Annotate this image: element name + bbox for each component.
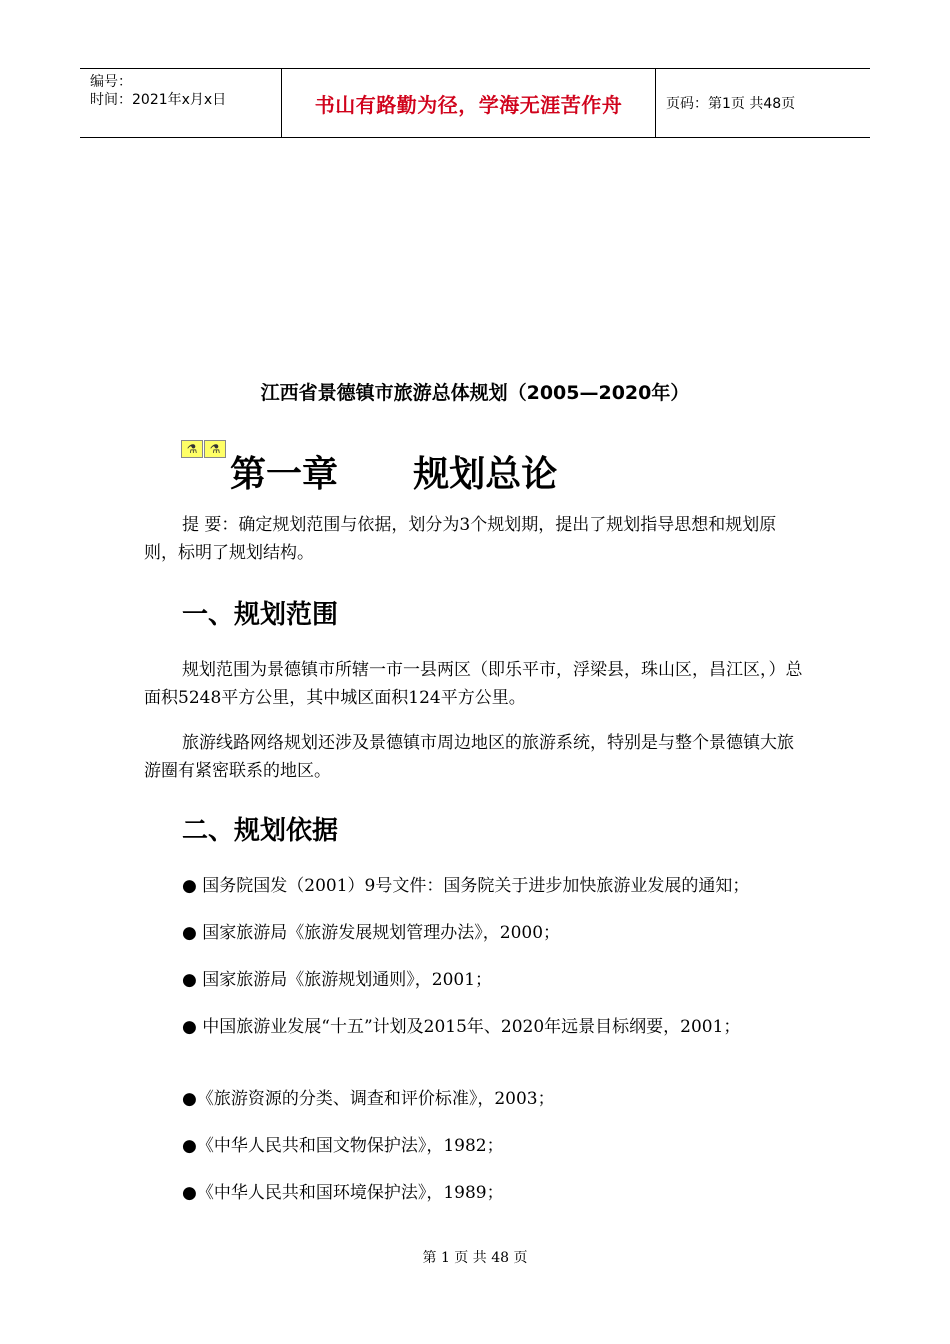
header-page-info: 页码：第1页 共48页 [666,96,796,112]
list-item-text: 《中华人民共和国环境保护法》，1989； [196,1183,504,1203]
section-heading-scope: 一、规划范围 [182,600,339,630]
time-label: 时间：2021年x月x日 [90,92,227,108]
page-header [80,68,870,138]
section-heading-basis: 二、规划依据 [182,816,339,846]
header-motto-cell [281,69,656,137]
list-item-text: 《中华人民共和国文物保护法》，1982； [196,1136,504,1156]
list-item-text: 国家旅游局《旅游发展规划管理办法》，2000； [202,923,561,943]
list-item: ● 中国旅游业发展“十五”计划及2015年、2020年远景目标纲要，2001； [182,1017,741,1037]
document-title: 江西省景德镇市旅游总体规划（2005—2020年） [260,382,690,404]
header-meta [80,69,281,137]
list-item: ●《旅游资源的分类、调查和评价标准》，2003； [182,1089,555,1109]
list-item: ● 国家旅游局《旅游规划通则》，2001； [182,970,493,990]
scope-paragraph-2: 旅游线路网络规划还涉及景德镇市周边地区的旅游系统，特别是与整个景德镇大旅游圈有紧密联系的地区。 [144,733,794,781]
list-item-text: 国家旅游局《旅游规划通则》，2001； [202,970,493,990]
list-item-text: 中国旅游业发展“十五”计划及2015年、2020年远景目标纲要，2001； [202,1017,741,1037]
number-label: 编号： [90,74,132,90]
list-item: ●《中华人民共和国文物保护法》，1982； [182,1136,504,1156]
page-footer: 第 1 页 共 48 页 [422,1250,528,1266]
header-motto: 书山有路勤为径，学海无涯苦作舟 [314,92,623,117]
list-item-text: 国务院国发（2001）9号文件：国务院关于进步加快旅游业发展的通知； [202,876,750,896]
decoration-icons [181,440,226,458]
list-item-text: 《旅游资源的分类、调查和评价标准》，2003； [196,1089,555,1109]
list-item: ●《中华人民共和国环境保护法》，1989； [182,1183,504,1203]
scope-paragraph-1: 规划范围为景德镇市所辖一市一县两区（即乐平市，浮梁县，珠山区，昌江区，）总面积5248平方公里，其中城区面积124平方公里。 [144,660,803,708]
link-icon: ⚗ [204,440,226,458]
link-icon: ⚗ [181,440,203,458]
list-item: ● 国务院国发（2001）9号文件：国务院关于进步加快旅游业发展的通知； [182,876,750,896]
summary-paragraph: 提 要：确定规划范围与依据，划分为3个规划期，提出了规划指导思想和规划原则，标明了规划结构。 [144,515,777,563]
list-item: ● 国家旅游局《旅游发展规划管理办法》，2000； [182,923,561,943]
chapter-title: 第一章 规划总论 [230,454,558,495]
